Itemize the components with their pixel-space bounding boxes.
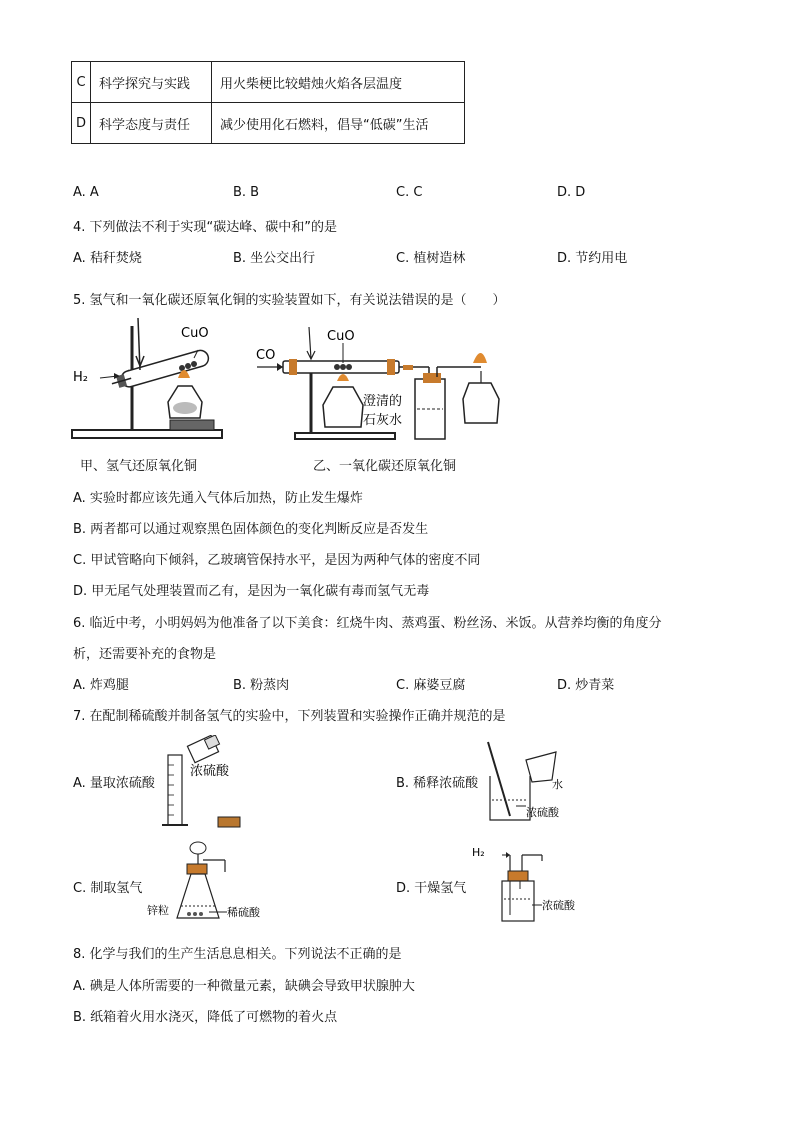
q3-option-b: B. B [233, 185, 260, 200]
q6-stem-line2: 析，还需要补充的食物是 [73, 647, 217, 662]
q5-option-c: C. 甲试管略向下倾斜，乙玻璃管保持水平，是因为两种气体的密度不同 [73, 553, 481, 568]
q4-stem: 4. 下列做法不利于实现“碳达峰、碳中和”的是 [73, 220, 338, 235]
row-content: 用火柴梗比较蜡烛火焰各层温度 [212, 62, 465, 103]
q5-option-a: A. 实验时都应该先通入气体后加热，防止发生爆炸 [73, 491, 363, 506]
co-reduction-diagram [253, 323, 503, 443]
figure-caption-b: 乙、一氧化碳还原氧化铜 [313, 459, 457, 474]
water-label: 水 [552, 778, 563, 791]
q7-stem: 7. 在配制稀硫酸并制备氢气的实验中，下列装置和实验操作正确并规范的是 [73, 709, 506, 724]
answer-table [71, 61, 465, 144]
q4-option-b: B. 坐公交出行 [233, 251, 316, 266]
q8-option-a: A. 碘是人体所需要的一种微量元素，缺碘会导致甲状腺肿大 [73, 979, 415, 994]
q6-stem-line1: 6. 临近中考，小明妈妈为他准备了以下美食：红烧牛肉、蒸鸡蛋、粉丝汤、米饭。从营养均衡的角度分 [73, 616, 662, 631]
limewater-label-line1: 澄清的 [363, 394, 403, 409]
gas-label: CO [256, 348, 276, 363]
q3-option-c: C. C [396, 185, 423, 200]
hydrogen-generator-diagram [145, 838, 285, 923]
row-topic: 科学态度与责任 [91, 103, 212, 144]
q5-stem: 5. 氢气和一氧化碳还原氧化铜的实验装置如下，有关说法错误的是（ ） [73, 293, 506, 308]
measuring-cylinder-diagram [160, 735, 260, 830]
dilution-diagram [486, 740, 586, 825]
q3-option-a: A. A [73, 185, 99, 200]
row-content: 减少使用化石燃料，倡导“低碳”生活 [212, 103, 465, 144]
q5-option-d: D. 甲无尾气处理装置而乙有，是因为一氧化碳有毒而氢气无毒 [73, 584, 430, 599]
gas-label: H₂ [472, 846, 485, 859]
row-letter: C [72, 62, 91, 103]
q6-option-c: C. 麻婆豆腐 [396, 678, 466, 693]
q7-option-c: C. 制取氢气 [73, 881, 143, 896]
gas-label: H₂ [73, 370, 88, 385]
q6-option-d: D. 炒青菜 [557, 678, 615, 693]
q4-option-c: C. 植树造林 [396, 251, 466, 266]
q6-option-b: B. 粉蒸肉 [233, 678, 290, 693]
hydrogen-reduction-diagram [70, 318, 230, 444]
q8-option-b: B. 纸箱着火用水浇灭，降低了可燃物的着火点 [73, 1010, 338, 1025]
table-row [72, 103, 465, 144]
q3-option-d: D. D [557, 185, 586, 200]
row-letter: D [72, 103, 91, 144]
q4-option-a: A. 秸秆焚烧 [73, 251, 142, 266]
q6-option-a: A. 炸鸡腿 [73, 678, 129, 693]
reagent-label: CuO [327, 329, 355, 344]
zinc-label: 锌粒 [147, 904, 169, 917]
acid-label: 浓硫酸 [526, 806, 559, 819]
reagent-label: CuO [181, 326, 209, 341]
q7-option-d: D. 干燥氢气 [396, 881, 467, 896]
acid-label: 浓硫酸 [542, 899, 575, 912]
q7-option-a: A. 量取浓硫酸 [73, 776, 155, 791]
reagent-label: 浓硫酸 [190, 764, 230, 779]
q7-option-b: B. 稀释浓硫酸 [396, 776, 479, 791]
q5-option-b: B. 两者都可以通过观察黑色固体颜色的变化判断反应是否发生 [73, 522, 429, 537]
limewater-label-line2: 石灰水 [363, 413, 403, 428]
row-topic: 科学探究与实践 [91, 62, 212, 103]
q4-option-d: D. 节约用电 [557, 251, 628, 266]
acid-label: 稀硫酸 [227, 906, 260, 919]
drying-bottle-diagram [472, 843, 592, 923]
table-row [72, 62, 465, 103]
q8-stem: 8. 化学与我们的生产生活息息相关。下列说法不正确的是 [73, 947, 402, 962]
figure-caption-a: 甲、氢气还原氧化铜 [80, 459, 198, 474]
